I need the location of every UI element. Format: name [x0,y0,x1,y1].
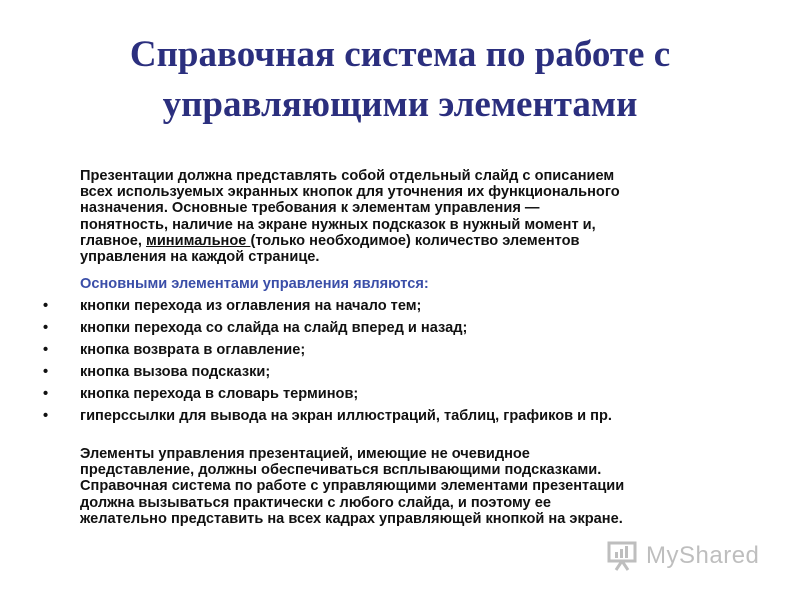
list-item-text: кнопки перехода из оглавления на начало тем; [80,298,422,314]
presentation-board-icon [606,540,640,572]
bullet-marker: • [43,408,49,424]
intro-underlined-word: минимальное [146,232,251,249]
watermark-logo [606,538,759,574]
intro-line-2: всех используемых экранных кнопок для уточнения их функционального [80,184,620,201]
intro-paragraph [80,168,760,265]
list-item-text: кнопка вызова подсказки; [80,364,271,380]
bullet-marker: • [43,320,49,336]
intro-line-5 [80,233,760,249]
closing-line-5: желательно представить на всех кадрах управляющей кнопкой на экране. [80,510,623,527]
watermark-text: MyShared [646,542,760,569]
intro-line-5-pre: главное, [80,232,147,249]
closing-line-4: должна вызываться практически с любого слайда, и поэтому ее [80,494,551,511]
slide-title-line-2: управляющими элементами [162,84,638,125]
intro-line-6: управления на каждой странице. [80,249,320,266]
closing-paragraph [80,446,770,527]
bullet-marker: • [43,298,49,314]
closing-line-3: Справочная система по работе с управляющими элементами презентации [80,478,625,495]
bullet-marker: • [43,386,49,402]
intro-line-4: понятность, наличие на экране нужных подсказок в нужный момент и, [80,216,596,233]
list-item-text: кнопка возврата в оглавление; [80,342,306,358]
intro-line-1: Презентации должна представлять собой отдельный слайд с описанием [80,168,615,184]
slide-title-line-1: Справочная система по работе с [129,34,671,75]
controls-subheading: Основными элементами управления являются: [80,276,429,292]
list-item-text: кнопка перехода в словарь терминов; [80,386,359,402]
bullet-marker: • [43,364,49,380]
closing-line-1: Элементы управления презентацией, имеющие не очевидное [80,446,530,462]
list-item-text: гиперссылки для вывода на экран иллюстраций, таблиц, графиков и пр. [80,408,612,424]
bullet-marker: • [43,342,49,358]
intro-line-5-post: (только необходимое) количество элементов [250,232,580,249]
slide-title [40,30,760,130]
closing-line-2: представление, должны обеспечиваться всплывающими подсказками. [80,462,602,479]
intro-line-3: назначения. Основные требования к элементам управления — [80,200,540,217]
list-item-text: кнопки перехода со слайда на слайд вперед и назад; [80,320,468,336]
